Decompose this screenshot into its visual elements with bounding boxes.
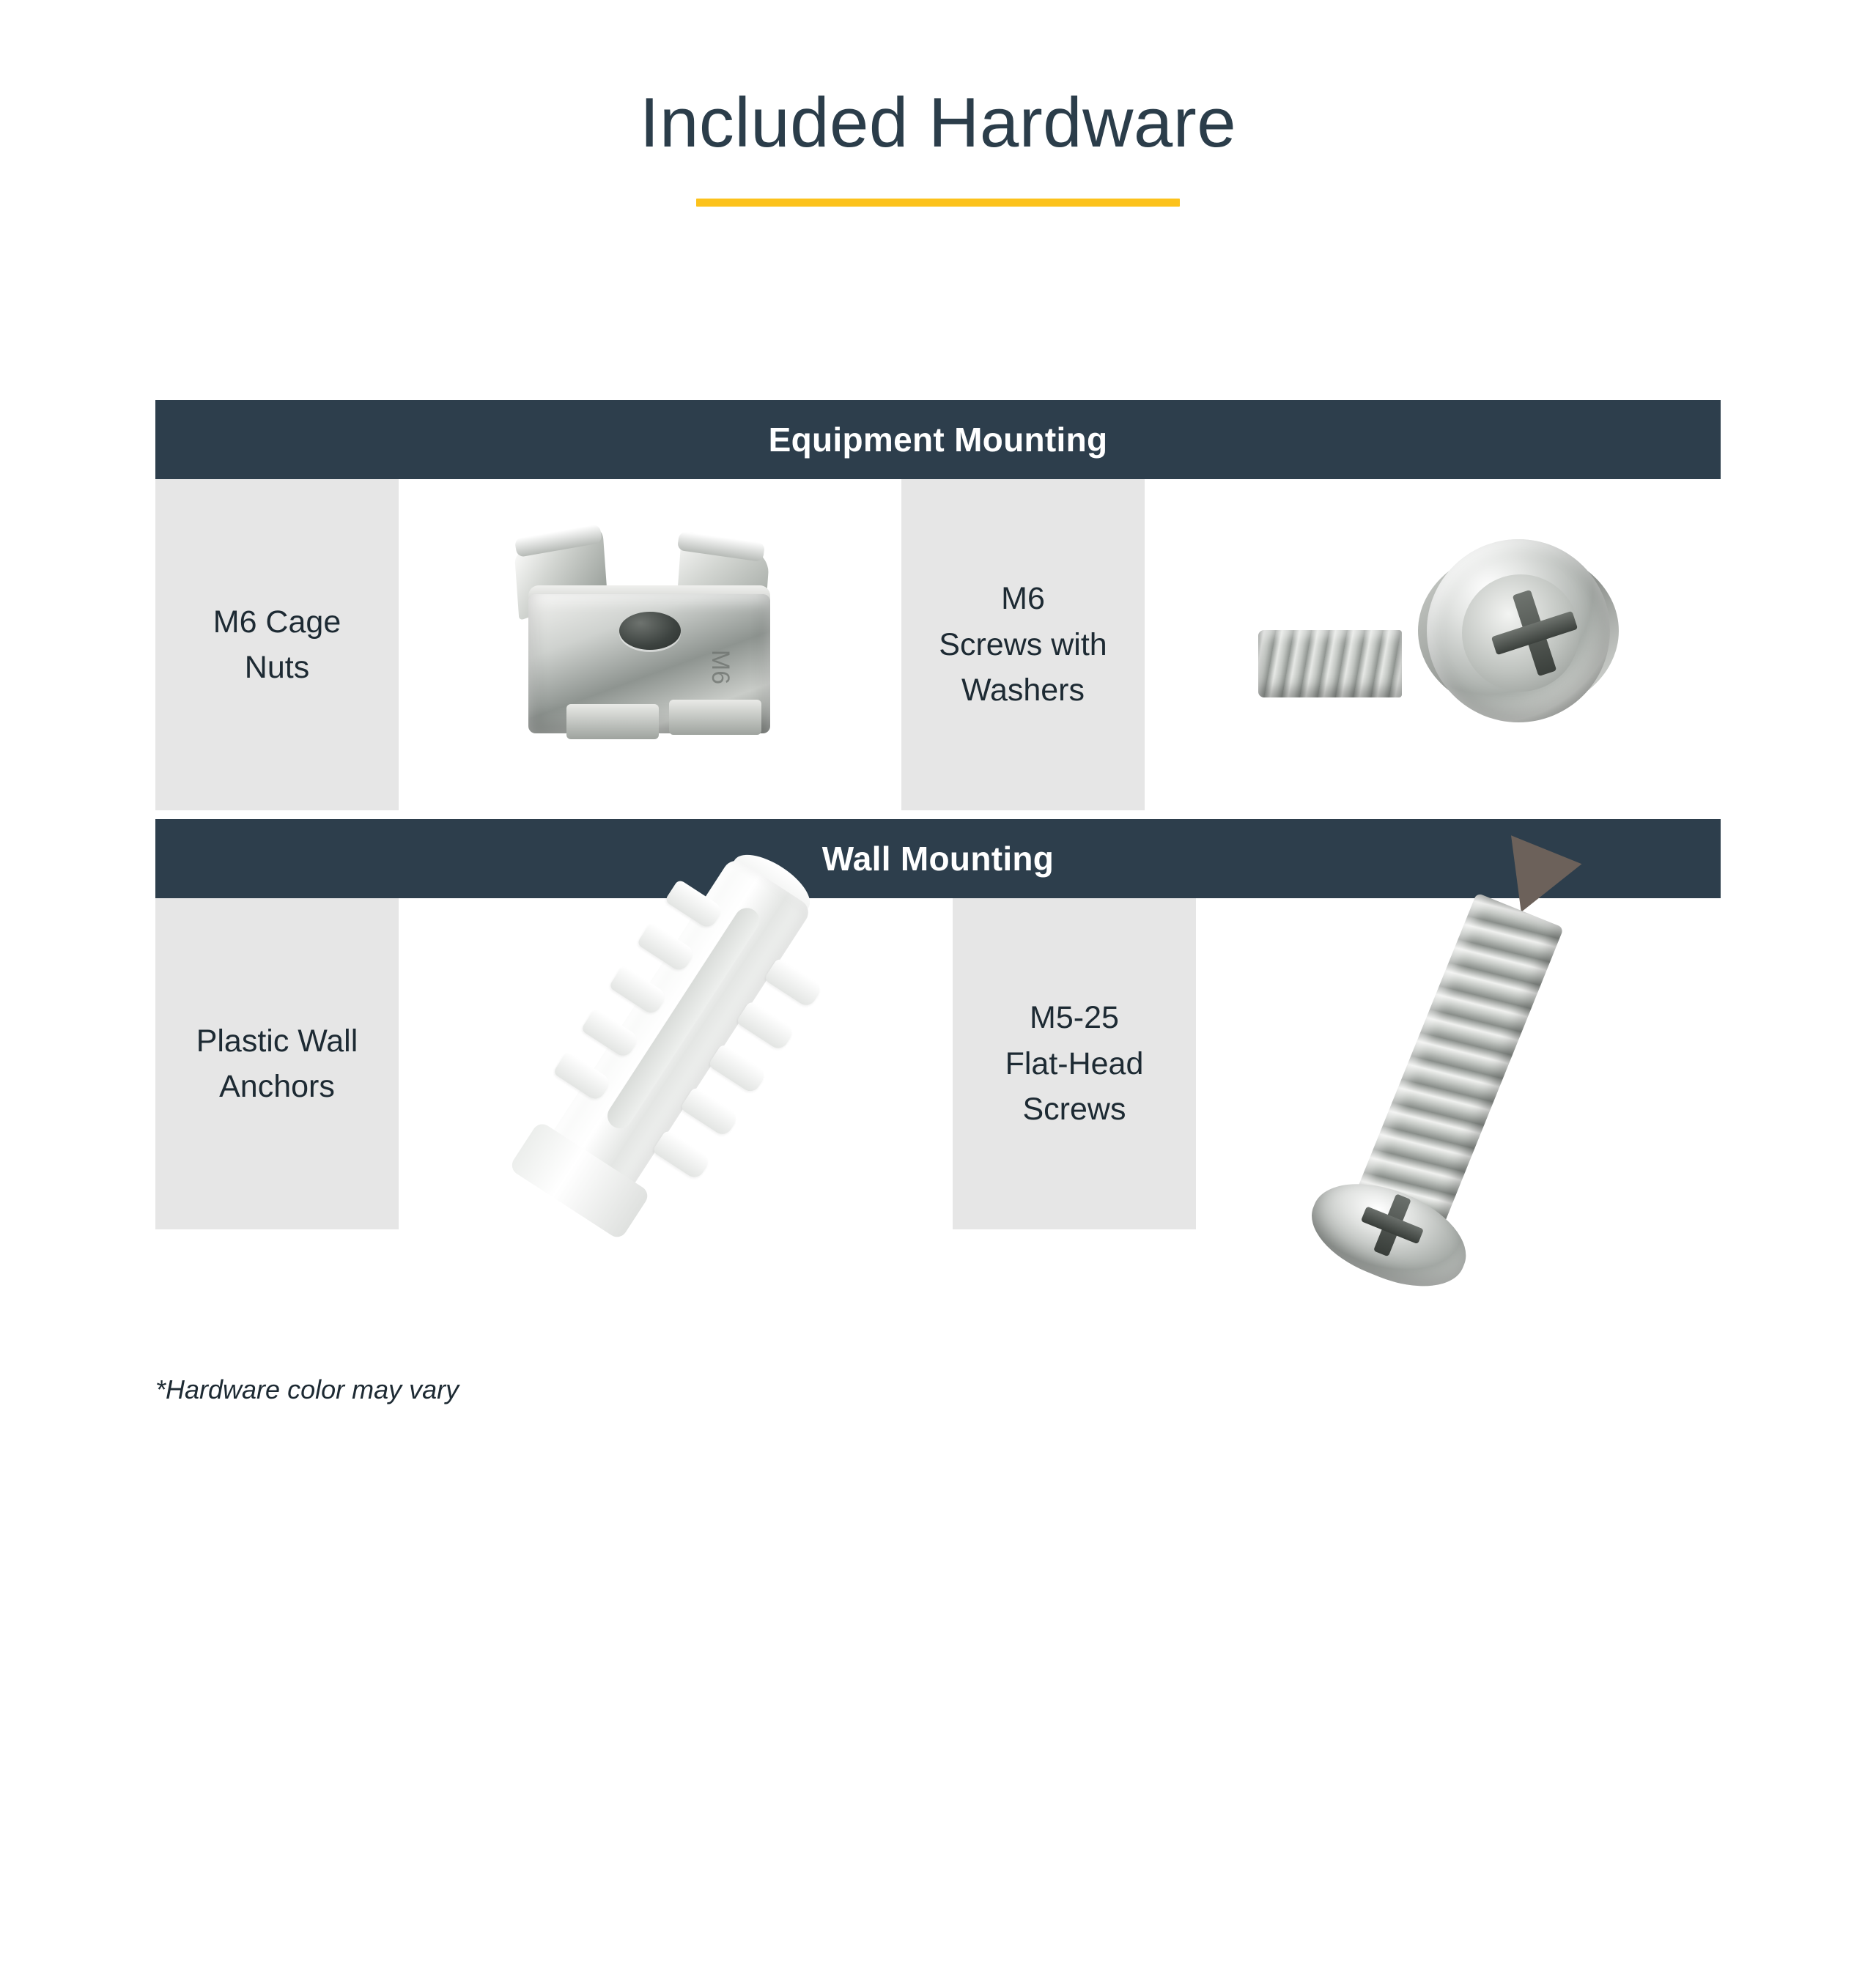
cage-nut-bottom-tab-right	[669, 700, 761, 735]
image-cell-m6-screws-with-washers	[1145, 479, 1721, 810]
screw-threaded-shaft	[1258, 630, 1402, 697]
label-line-1: Plastic Wall	[196, 1023, 358, 1059]
footnote-hardware-color: *Hardware color may vary	[155, 1374, 459, 1404]
cage-nut-emboss-text: M6	[706, 649, 735, 685]
label-cell-plastic-wall-anchors	[155, 898, 399, 1229]
page-title: Included Hardware	[639, 84, 1237, 162]
included-hardware-table	[155, 400, 1721, 1229]
anchor-barb	[652, 1129, 712, 1180]
image-cell-plastic-wall-anchors	[399, 898, 953, 1229]
image-cell-m6-cage-nuts	[399, 479, 901, 810]
label-line-2: Flat-Head	[1005, 1045, 1144, 1081]
label-line-3: Screws	[1022, 1092, 1126, 1128]
label-line-1: M6	[1001, 581, 1045, 617]
label-line-1: M5-25	[1030, 1000, 1119, 1036]
image-cell-m5-25-flat-head-screws	[1196, 898, 1721, 1229]
cage-nut-bottom-tab-left	[566, 704, 659, 739]
anchor-barb	[680, 1086, 740, 1138]
label-line-1: M6 Cage	[213, 604, 341, 640]
cage-nut-threaded-hole	[619, 612, 681, 650]
row-spacer	[155, 810, 1721, 819]
section-header-wall-mounting: Wall Mounting	[155, 819, 1721, 898]
section-header-equipment-mounting: Equipment Mounting	[155, 400, 1721, 479]
cage-nut-photo	[496, 524, 804, 766]
label-line-3: Washers	[961, 673, 1085, 708]
title-underline-accent	[696, 199, 1180, 207]
label-line-2: Nuts	[244, 650, 310, 685]
label-cell-m6-cage-nuts	[155, 479, 399, 810]
m6-screw-with-washer-photo	[1242, 520, 1623, 769]
anchor-barb	[764, 958, 824, 1009]
screw-threads	[1357, 892, 1564, 1224]
table-row-wall-mounting	[155, 898, 1721, 1229]
label-cell-m5-25-flat-head-screws	[953, 898, 1196, 1229]
label-line-2: Screws with	[939, 626, 1107, 662]
page-header	[0, 86, 1876, 207]
anchor-barb	[708, 1043, 768, 1095]
table-row-equipment-mounting	[155, 479, 1721, 810]
anchor-barb	[736, 1000, 796, 1051]
label-cell-m6-screws-with-washers	[901, 479, 1145, 810]
label-line-2: Anchors	[219, 1069, 335, 1104]
